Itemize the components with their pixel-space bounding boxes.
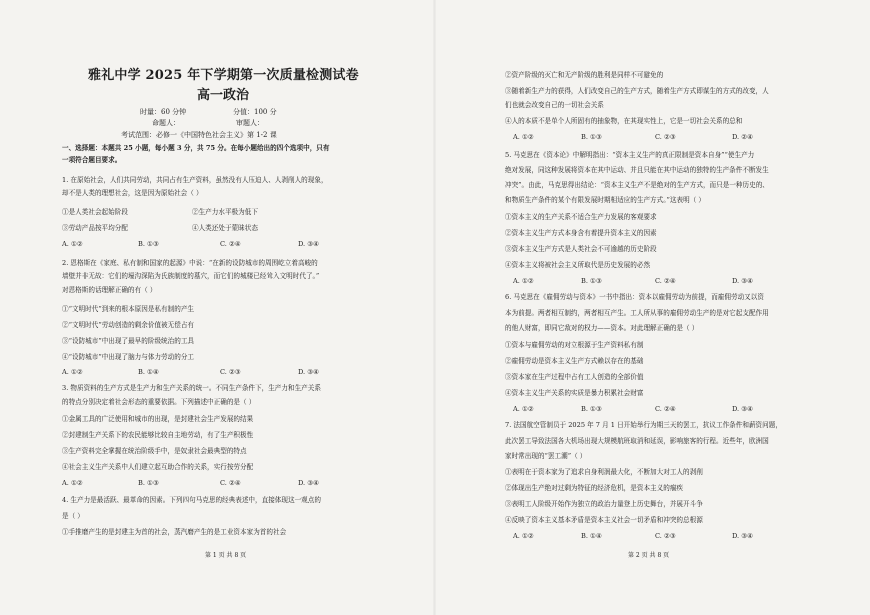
exam-time: 时量：60 分钟 bbox=[140, 108, 187, 116]
page-1-footer: 第 1 页 共 8 页 bbox=[205, 552, 247, 559]
question-4-stem: 4. 生产力是最活跃、最革命的因素。下列四句马克思的经典表述中，直接体现这一观点的 bbox=[62, 496, 321, 504]
q7-option-4: ④反映了资本主义基本矛盾是资本主义社会一切矛盾和冲突的总根源 bbox=[505, 516, 703, 524]
q1-option-3: ③劳动产品按平均分配 bbox=[62, 224, 128, 232]
q6-choice-d: D. ③④ bbox=[732, 405, 754, 413]
q6-choice-a: A. ①② bbox=[513, 405, 534, 413]
question-2-stem: 2. 恩格斯在《家庭、私有制和国家的起源》中说：“在新的设防城市的周围屹立着高峻的 bbox=[62, 259, 318, 267]
question-3-stem: 3. 物质资料的生产方式是生产力和生产关系的统一。不同生产条件下，生产力和生产关系 bbox=[62, 384, 321, 392]
q1-choice-b: B. ①③ bbox=[138, 240, 159, 248]
question-5-stem-cont: 绝对发展，同这种发展将资本在其中运动、并且只能在其中运动的独特的生产条件不断发生 bbox=[505, 166, 769, 174]
q2-choice-d: D. ③④ bbox=[298, 368, 320, 376]
exam-scope: 考试范围：必修一《中国特色社会主义》第 1-2 课 bbox=[121, 131, 277, 139]
question-7-stem-cont2: 家时常出现的“罢工潮”（ ） bbox=[505, 452, 587, 460]
q3-choice-c: C. ②④ bbox=[220, 479, 241, 487]
q3-choice-b: B. ①③ bbox=[138, 479, 159, 487]
q5-choice-c: C. ②④ bbox=[655, 277, 676, 285]
question-6-stem-cont2: 的他人财富，即同它敌对的权力——资本。对此理解正确的是（ ） bbox=[505, 324, 699, 332]
exam-reviewer: 审题人： bbox=[236, 119, 264, 127]
q1-option-2: ②生产力水平极为低下 bbox=[192, 208, 258, 216]
q2-choice-b: B. ①④ bbox=[138, 368, 159, 376]
q5-choice-a: A. ①② bbox=[513, 277, 534, 285]
q4-option-1: ①手推磨产生的是封建主为首的社会，蒸汽磨产生的是工业资本家为首的社会 bbox=[62, 528, 287, 536]
q7-option-3: ③表明工人阶级开始作为独立的政治力量登上历史舞台，并展开斗争 bbox=[505, 500, 703, 508]
question-2-stem-cont: 墙壁并非无故：它们的壕沟深陷为氏族制度的墓穴，而它们的城楼已经耸入文明时代了。” bbox=[62, 272, 320, 280]
q4-choice-d: D. ②④ bbox=[732, 133, 754, 141]
section-instructions-cont: 一项符合题目要求。 bbox=[62, 156, 122, 164]
question-5-stem: 5. 马克思在《资本论》中解明指出：“资本主义生产的真正限制是资本自身”“使生产力 bbox=[505, 151, 755, 159]
q4-option-3: ③随着新生产力的获得，人们改变自己的生产方式，随着生产方式即谋生的方式的改变，人 bbox=[505, 87, 769, 95]
q4-choice-c: C. ②③ bbox=[655, 133, 676, 141]
exam-author: 命题人： bbox=[152, 119, 180, 127]
q2-choice-a: A. ①② bbox=[62, 368, 83, 376]
q7-option-1: ①表明在于资本家为了追求自身利润最大化，不断加大对工人的剥削 bbox=[505, 468, 703, 476]
page-2-footer: 第 2 页 共 8 页 bbox=[628, 552, 670, 559]
q5-option-4: ④资本主义将被社会主义所取代是历史发展的必然 bbox=[505, 261, 651, 269]
q2-option-4: ④“设防城市”中出现了脑力与体力劳动的分工 bbox=[62, 353, 195, 361]
q7-choice-c: C. ②③ bbox=[655, 532, 676, 540]
question-4-stem-cont: 是（ ） bbox=[62, 512, 84, 520]
q6-choice-b: B. ①③ bbox=[581, 405, 602, 413]
q6-choice-c: C. ②④ bbox=[655, 405, 676, 413]
q4-choice-a: A. ①② bbox=[513, 133, 534, 141]
section-instructions: 一、选择题：本题共 25 小题，每小题 3 分，共 75 分。在每小题给出的四个选项中，只有 bbox=[62, 144, 330, 152]
q3-option-4: ④社会主义生产关系中人们建立起互助合作的关系，实行按劳分配 bbox=[62, 463, 254, 471]
q4-option-2: ②资产阶级的灭亡和无产阶级的胜利是同样不可避免的 bbox=[505, 71, 664, 79]
q6-option-1: ①资本与雇佣劳动的对立根源于生产资料私有制 bbox=[505, 341, 644, 349]
q2-option-3: ③“设防城市”中出现了最早的阶级统治的工具 bbox=[62, 337, 195, 345]
question-1-stem-cont: 却不是人类的理想社会，这是因为原始社会（ ） bbox=[62, 189, 203, 197]
q1-option-1: ①是人类社会起始阶段 bbox=[62, 208, 128, 216]
question-3-stem-cont: 的特点分别决定着社会形态的重要依据。下列描述中正确的是（ ） bbox=[62, 398, 256, 406]
q2-option-2: ②“文明时代”劳动创造的剩余价值被无偿占有 bbox=[62, 321, 195, 329]
q7-choice-d: D. ③④ bbox=[732, 532, 754, 540]
q1-choice-c: C. ②④ bbox=[220, 240, 241, 248]
exam-title: 雅礼中学 2025 年下学期第一次质量检测试卷 bbox=[88, 68, 359, 83]
q6-option-2: ②雇佣劳动是资本主义生产方式赖以存在的基础 bbox=[505, 357, 644, 365]
q6-option-4: ④资本主义生产关系的实质是暴力积累社会财富 bbox=[505, 389, 644, 397]
q7-choice-b: B. ①④ bbox=[581, 532, 602, 540]
q1-choice-d: D. ③④ bbox=[298, 240, 320, 248]
question-7-stem-cont: 此次罢工导致法国各大机场出现大规模航班取消和延误，影响旅客的行程。近些年，欧洲国 bbox=[505, 437, 769, 445]
q2-choice-c: C. ②③ bbox=[220, 368, 241, 376]
q5-option-2: ②资本主义生产方式本身含有着提升资本主义的因素 bbox=[505, 229, 657, 237]
q7-option-2: ②体现出生产绝对过剩为特征的经济危机，是资本主义的痼疾 bbox=[505, 484, 684, 492]
exam-subject: 高一政治 bbox=[197, 88, 250, 103]
q6-option-3: ③资本家在生产过程中占有工人创造的全部价值 bbox=[505, 373, 644, 381]
q1-option-4: ④人类还处于蒙昧状态 bbox=[192, 224, 258, 232]
q5-choice-d: D. ③④ bbox=[732, 277, 754, 285]
question-5-stem-cont2: 冲突”。由此，马克思得出结论：“资本主义生产不是绝对的生产方式，而只是一种历史的、 bbox=[505, 181, 769, 189]
q3-option-1: ①金属工具的广泛使用和城市的出现，是封建社会生产发展的结果 bbox=[62, 415, 254, 423]
q7-choice-a: A. ①② bbox=[513, 532, 534, 540]
question-6-stem: 6. 马克思在《雇佣劳动与资本》一书中指出：资本以雇佣劳动为前提，而雇佣劳动又以资 bbox=[505, 293, 764, 301]
question-6-stem-cont: 本为前提。两者相互制约，两者相互产生。工人所从事的雇佣劳动生产的是对它起支配作用 bbox=[505, 309, 769, 317]
q3-option-3: ③生产资料完全掌握在统治阶级手中，是奴隶社会最典型的特点 bbox=[62, 447, 247, 455]
question-2-stem-cont2: 对恩格斯的话理解正确的有（ ） bbox=[62, 286, 157, 294]
q3-choice-a: A. ①② bbox=[62, 479, 83, 487]
question-1-stem: 1. 在原始社会，人们共同劳动，共同占有生产资料，虽然没有人压迫人、人剥削人的现象， bbox=[62, 176, 328, 184]
q2-option-1: ①“文明时代”到来的根本原因是私有制的产生 bbox=[62, 305, 195, 313]
exam-score: 分值：100 分 bbox=[233, 108, 277, 116]
q4-choice-b: B. ①③ bbox=[581, 133, 602, 141]
q5-option-3: ③资本主义生产方式是人类社会不可逾越的历史阶段 bbox=[505, 245, 657, 253]
q5-option-1: ①资本主义的生产关系不适合生产力发展的客观要求 bbox=[505, 213, 657, 221]
q4-option-4: ④人的本质不是单个人所固有的抽象物，在其现实性上，它是一切社会关系的总和 bbox=[505, 117, 743, 125]
q4-option-3-cont: 们也就会改变自己的一切社会关系 bbox=[505, 101, 604, 109]
q3-choice-d: D. ③④ bbox=[298, 479, 320, 487]
q3-option-2: ②封建制生产关系下的农民能够比较自主地劳动，有了生产积极性 bbox=[62, 431, 254, 439]
question-5-stem-cont3: 和物质生产条件的某个有限发展时期相适应的生产方式。”这表明（ ） bbox=[505, 196, 705, 204]
q1-choice-a: A. ①② bbox=[62, 240, 83, 248]
q5-choice-b: B. ①③ bbox=[581, 277, 602, 285]
question-7-stem: 7. 法国航空管制员于 2025 年 7 月 1 日开始举行为期三天的罢工，抗议工作条件和薪资问题， bbox=[505, 421, 782, 429]
